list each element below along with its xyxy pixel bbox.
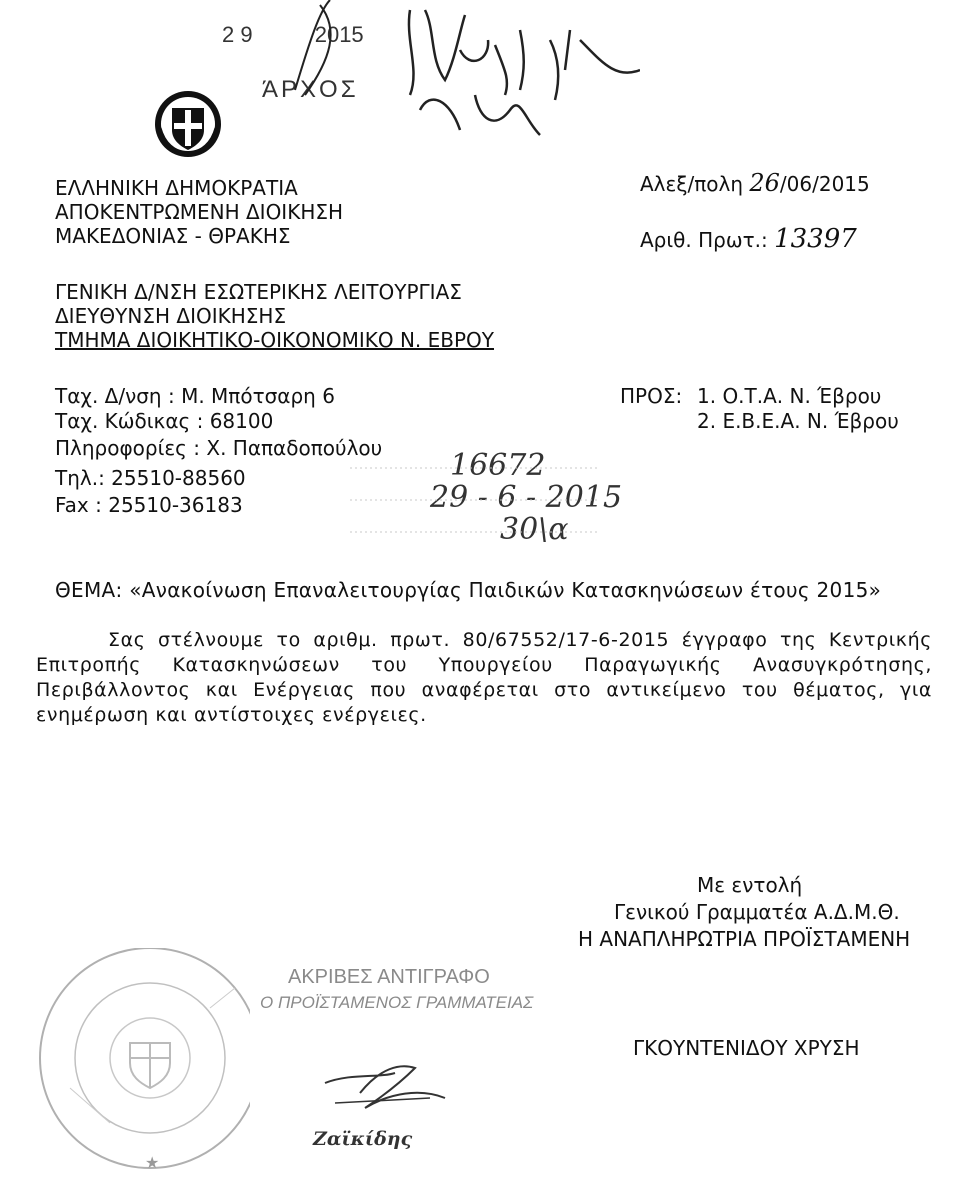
contact-line: Fax : 25510-36183 — [55, 493, 243, 517]
registry-date: 29 - 6 - 2015 — [430, 480, 623, 515]
place-date — [640, 169, 870, 197]
body-paragraph: Σας στέλνουμε το αριθμ. πρωτ. 80/67552/17-6-2015 έγγραφο της Κεντρικής Επιτροπής Κατασκηνώσεων του Υπουργείου Παραγωγικής Ανασυγκρότησης, Περιβάλλοντος και Ενέργειας που αναφέρεται στο αντικείμενο του θέματος, για ενημέρωση και αντίστοιχες ενέργειες. — [36, 629, 932, 726]
contact-line: Ταχ. Κώδικας : 68100 — [55, 409, 274, 433]
stamp-date: 2 9 — [222, 22, 253, 47]
org-line: ΜΑΚΕΔΟΝΙΑΣ - ΘΡΑΚΗΣ — [55, 224, 291, 248]
protocol-number-value: 13397 — [774, 224, 857, 254]
greek-coat-of-arms-icon — [152, 88, 224, 160]
registry-stamp-frame — [345, 430, 605, 540]
org-line: ΑΠΟΚΕΝΤΡΩΜΕΝΗ ΔΙΟΙΚΗΣΗ — [55, 200, 344, 224]
recipient-line: 1. Ο.Τ.Α. Ν. Έβρου — [697, 384, 882, 408]
contact-line: Πληροφορίες : Χ. Παπαδοπούλου — [55, 436, 383, 460]
subject-line: ΘΕΜΑ: «Ανακοίνωση Επαναλειτουργίας Παιδικών Κατασκηνώσεων έτους 2015» — [55, 578, 882, 602]
stamp-title-fragment: ΆΡΧΟΣ — [262, 76, 359, 103]
certifier-name: Ζαϊκίδης — [313, 1128, 413, 1150]
protocol-label: Αριθ. Πρωτ.: — [640, 228, 768, 252]
signature-line: Γενικού Γραμματέα Α.Δ.Μ.Θ. — [614, 900, 900, 924]
contact-line: Ταχ. Δ/νση : Μ. Μπότσαρη 6 — [55, 384, 335, 408]
protocol-number — [640, 224, 857, 254]
dept-line: ΤΜΗΜΑ ΔΙΟΙΚΗΤΙΚΟ-ΟΙΚΟΝΟΜΙΚΟ Ν. ΕΒΡΟΥ — [55, 328, 494, 352]
official-seal-icon — [10, 948, 250, 1178]
recipient-line: 2. Ε.Β.Ε.Α. Ν. Έβρου — [697, 409, 899, 433]
place-date-suffix: /06/2015 — [779, 172, 870, 196]
recipients-label: ΠΡΟΣ: — [620, 384, 683, 408]
svg-text:★: ★ — [145, 1153, 160, 1172]
org-line: ΕΛΛΗΝΙΚΗ ΔΗΜΟΚΡΑΤΙΑ — [55, 176, 298, 200]
certification-subtitle: Ο ΠΡΟΪΣΤΑΜΕΝΟΣ ΓΡΑΜΜΑΤΕΙΑΣ — [260, 993, 534, 1012]
contact-line: Τηλ.: 25510-88560 — [55, 466, 246, 490]
place-date-prefix: Αλεξ/πολη — [640, 172, 744, 196]
signature-line: Η ΑΝΑΠΛΗΡΩΤΡΙΑ ΠΡΟΪΣΤΑΜΕΝΗ — [578, 927, 911, 951]
registry-code: 30\α — [500, 512, 569, 547]
dept-line: ΓΕΝΙΚΗ Δ/ΝΣΗ ΕΣΩΤΕΡΙΚΗΣ ΛΕΙΤΟΥΡΓΙΑΣ — [55, 280, 462, 304]
certification-title: ΑΚΡΙΒΕΣ ΑΝΤΙΓΡΑΦΟ — [288, 966, 490, 988]
dept-line: ΔΙΕΥΘΥΝΣΗ ΔΙΟΙΚΗΣΗΣ — [55, 304, 287, 328]
signature-line: Με εντολή — [697, 873, 803, 897]
place-date-day: 26 — [749, 169, 780, 197]
signatory-name: ΓΚΟΥΝΤΕΝΙΔΟΥ ΧΡΥΣΗ — [633, 1036, 860, 1060]
stamp-year: 2015 — [314, 22, 364, 47]
handwritten-signature — [320, 1058, 450, 1118]
registry-number: 16672 — [450, 448, 546, 483]
